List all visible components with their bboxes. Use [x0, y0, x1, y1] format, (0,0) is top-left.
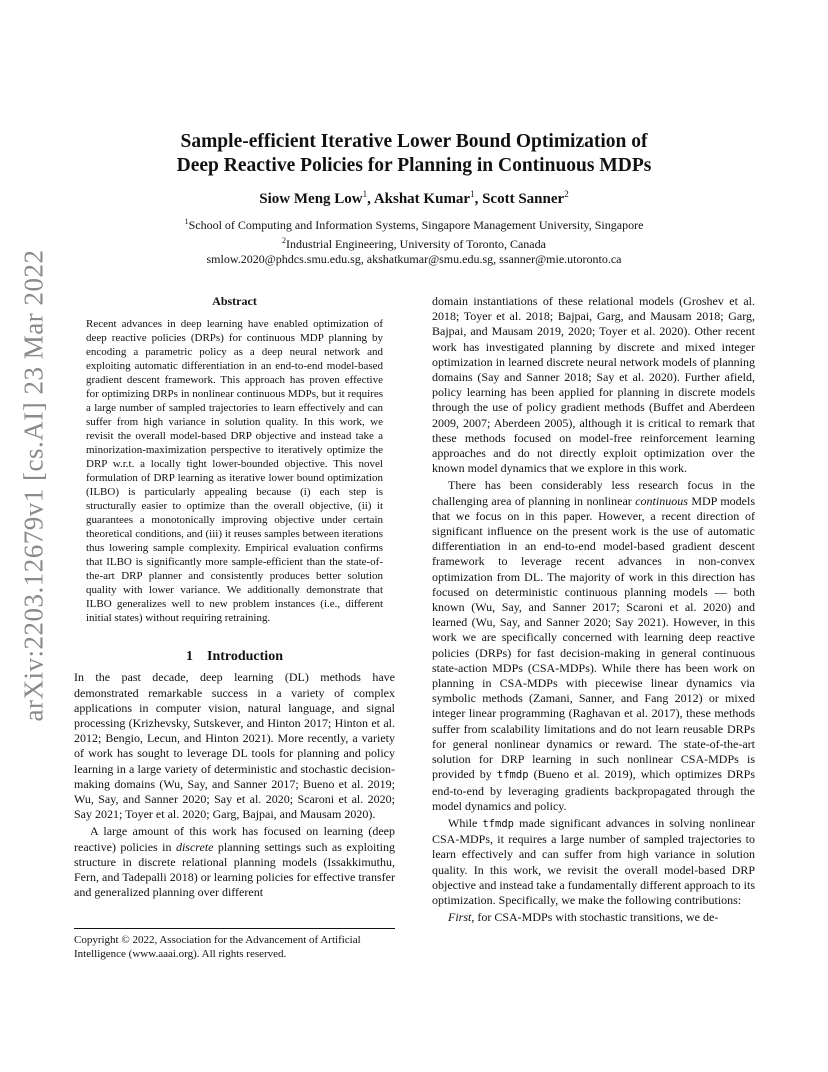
- section-title: Introduction: [207, 649, 283, 665]
- abstract-text: Recent advances in deep learning have enabled optimization of deep reactive policies (DRPs) for continuous MDP planning by encoding a parametric policy as a deep neural network and exploiting automatic differentiation in an end-to-end model-based gradient descent framework. This approach has proven effective for optimizing DRPs in nonlinear continuous MDPs, but it requires a large number of sampled trajectories to learn effectively and can suffer from high variance in solution quality. In this work, we revisit the overall model-based DRP objective and instead take a minorization-maximization perspective to iteratively optimize the DRP w.r.t. a locally tight lower-bounded objective. This novel formulation of DRP learning as iterative lower bound optimization (ILBO) is particularly appealing because (i) each step is structurally easier to optimize than the overall objective, (ii) it guarantees a monotonically improving objective under certain theoretical conditions, and (iii) it reuses samples between iterations thus lowering sample complexity. Empirical evaluation confirms that ILBO is significantly more sample-efficient than the state-of-the-art DRP planner and consistently produces better solution quality with lower variance. We additionally demonstrate that ILBO generalizes well to new problem instances (i.e., different initial states) without requiring retraining.: [86, 318, 383, 625]
- intro-paragraph-3: There has been considerably less research focus in the challenging area of planning in nonlinear continuous MDP models that we focus on in this paper. However, a recent direction of significant influence on the present work is the use of automatic differentiation in an end-to-end model-based gradient descent framework to leverage recent advances in non-convex optimization from DL. The majority of work in this direction has focused on deterministic continuous planning models — both known (Wu, Say, and Sanner 2017; Scaroni et al. 2020) and learned (Wu, Say, and Sanner 2020; Say 2021). However, in this work we are specifically concerned with learning deep reactive policies (DRPs) for fast decision-making in general continuous state-action MDPs (CSA-MDPs). While there has been work on planning in CSA-MDPs with piecewise linear dynamics via symbolic methods (Zamani, Sanner, and Fang 2012) or mixed integer linear programming (Raghavan et al. 2017), these methods suffer from scalability limitations and do not learn reusable DRPs for general nonlinear dynamics or reward. The state-of-the-art solution for DRP learning in such nonlinear CSA-MDPs is provided by tfmdp (Bueno et al. 2019), which optimizes DRPs end-to-end by leveraging gradients backpropagated through the model dynamics and policy.: [432, 478, 756, 813]
- author: Akshat Kumar$^1$,: [373, 189, 483, 207]
- section-heading-introduction: [74, 649, 395, 664]
- abstract-heading: Abstract: [212, 294, 257, 308]
- title-line-1: Sample-efficient Iterative Lower Bound Optimization of: [180, 131, 648, 152]
- affiliation-2: $^2$Industrial Engineering, University of Toronto, Canada: [282, 236, 546, 251]
- left-column: [74, 294, 395, 900]
- code-term-tfmdp: tfmdp: [496, 769, 529, 782]
- intro-paragraph-2: A large amount of this work has focused on learning (deep reactive) policies in discrete planning settings such as exploiting structure in discrete relational planning models (Issakkimuthu, Fern, and Tadepalli 2018) or learning policies for effective transfer and generalized planning over different: [74, 824, 395, 900]
- affiliations: [74, 214, 754, 267]
- intro-paragraph-4: While tfmdp made significant advances in solving nonlinear CSA-MDPs, it requires a large number of sampled trajectories to learn effectively and can suffer from high variance in solution quality. In this work, we revisit the overall model-based DRP objective and instead take a fundamentally different approach to its optimization. Specifically, we make the following contributions:: [432, 815, 755, 907]
- author: Siow Meng Low$^1$,: [259, 189, 374, 207]
- section-number: 1: [186, 649, 193, 665]
- right-column: [432, 294, 755, 925]
- author: Scott Sanner$^2$: [482, 189, 569, 207]
- author-list: [74, 189, 754, 208]
- intro-paragraph-2-continued: domain instantiations of these relational models (Groshev et al. 2018; Toyer et al. 2018; Bajpai, Garg, and Mausam 2018; Garg, Bajpai, and Mausam 2019, 2020; Toyer et al. 2020). Other recent work has investigated planning by discrete and mixed integer optimization in learned discrete neural network models of planning domains (Say and Sanner 2018; Say et al. 2020). Further afield, policy learning has been applied for planning in discrete models through the use of policy gradient methods (Buffet and Aberdeen 2009, 2007; Aberdeen 2005), although it is critical to remark that these methods focused on model-free reinforcement learning approaches and do not directly exploit optimization over the known model dynamics that we explore in this work.: [432, 294, 755, 476]
- affiliation-1: $^1$School of Computing and Information Systems, Singapore Management University, Singapore: [184, 217, 644, 232]
- author-emails: smlow.2020@phdcs.smu.edu.sg, akshatkumar@smu.edu.sg, ssanner@mie.utoronto.ca: [206, 252, 622, 266]
- paper-title: [74, 130, 754, 178]
- intro-paragraph-5: First, for CSA-MDPs with stochastic transitions, we de-: [448, 910, 719, 925]
- title-line-2: Deep Reactive Policies for Planning in Continuous MDPs: [176, 155, 652, 176]
- copyright-footnote: Copyright © 2022, Association for the Advancement of Artificial Intelligence (www.aaai.org). All rights reserved.: [74, 928, 395, 961]
- code-term-tfmdp: tfmdp: [482, 817, 514, 830]
- intro-paragraph-1: In the past decade, deep learning (DL) methods have demonstrated remarkable success in a variety of complex applications in computer vision, natural language, and signal processing (Krizhevsky, Sutskever, and Hinton 2017; Hinton et al. 2012; Bengio, Lecun, and Hinton 2021). More recently, a variety of work has sought to leverage DL tools for planning and policy learning in a large variety of deterministic and stochastic decision-making domains (Wu, Say, and Sanner 2017; Bueno et al. 2019; Wu, Say, and Sanner 2020; Say et al. 2020; Scaroni et al. 2020; Say 2021; Toyer et al. 2020; Garg, Bajpai, and Mausam 2020).: [74, 670, 395, 822]
- arxiv-id-text: arXiv:2203.12679v1 [cs.AI] 23 Mar 2022: [18, 249, 49, 721]
- arxiv-sidebar-stamp: [14, 249, 54, 721]
